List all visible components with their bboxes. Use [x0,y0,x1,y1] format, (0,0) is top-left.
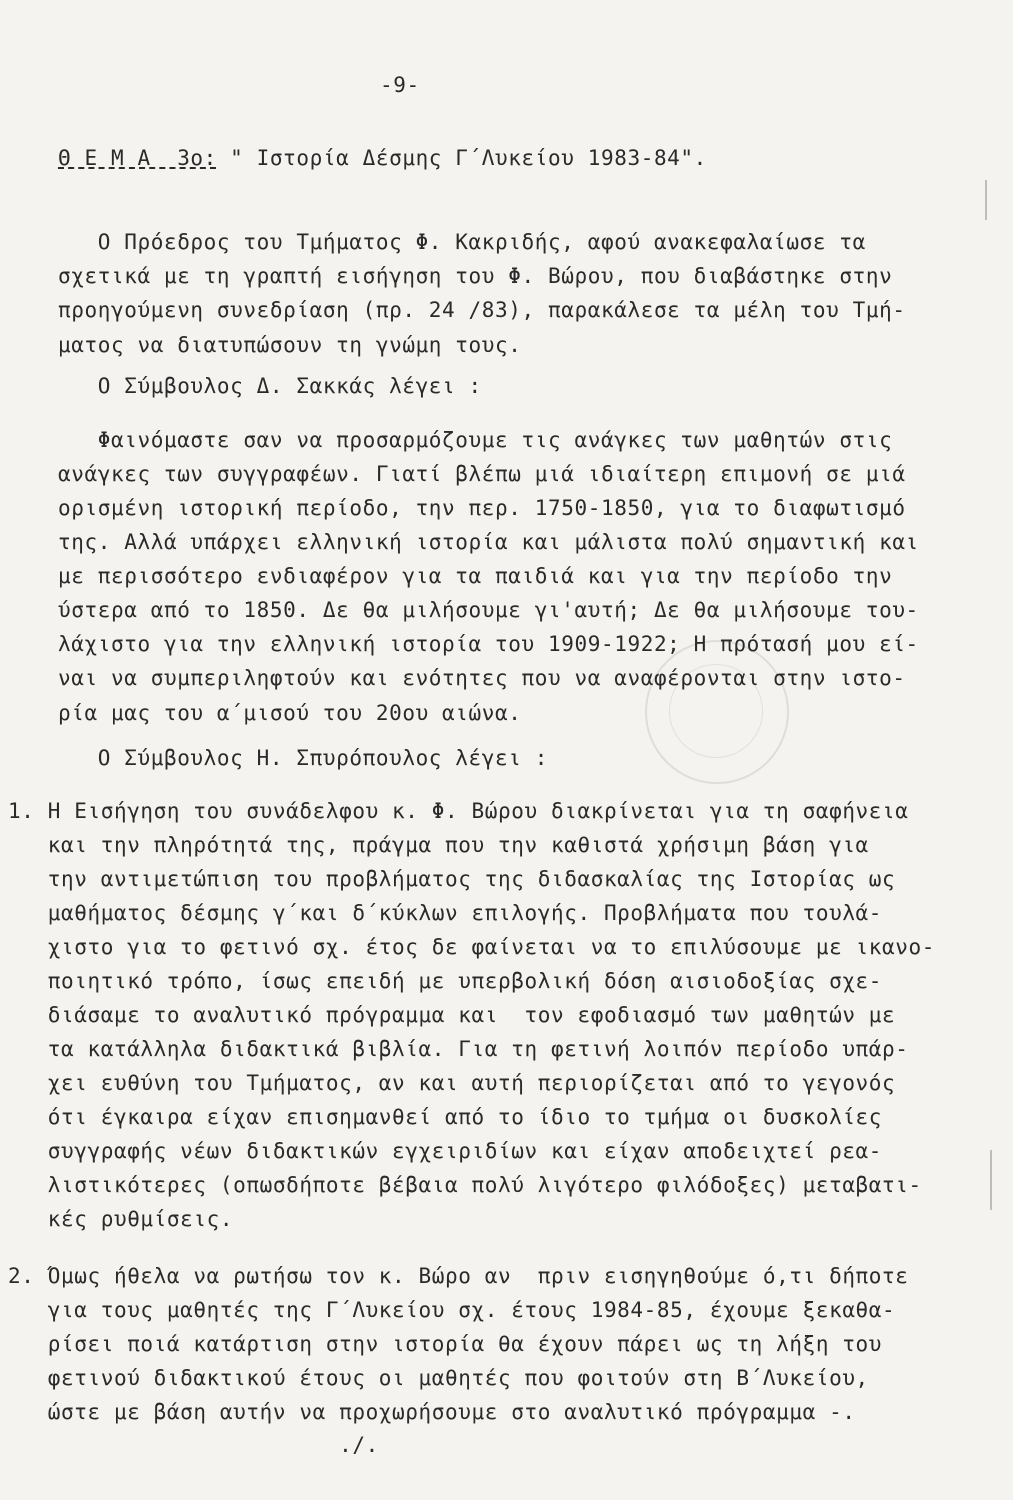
text-line: τα κατάλληλα διδακτικά βιβλία. Για τη φετινή λοιπόν περίοδο υπάρ- [8,1037,909,1061]
text-line: 1. Η Εισήγηση του συνάδελφου κ. Φ. Βώρου διακρίνεται για τη σαφήνεια [8,799,909,823]
text-line: ναι να συμπεριληφτούν και ενότητες που να αναφέρονται στην ιστο- [58,666,906,690]
text-line: ποιητικό τρόπο, ίσως επειδή με υπερβολική δόση αισιοδοξίας σχε- [8,969,883,993]
text-line: κές ρυθμίσεις. [8,1207,234,1231]
text-line: ύστερα από το 1850. Δε θα μιλήσουμε γι'αυτή; Δε θα μιλήσουμε του- [58,598,919,622]
text-line: χιστο για το φετινό σχ. έτος δε φαίνεται να το επιλύσουμε με ικανο- [8,935,936,959]
text-line: και την πληρότητά της, πράγμα που την καθιστά χρήσιμη βάση για [8,833,869,857]
text-line: Φαινόμαστε σαν να προσαρμόζουμε τις ανάγκες των μαθητών στις [58,428,893,452]
text-line: φετινού διδακτικού έτους οι μαθητές που φοιτούν στη Β΄Λυκείου, [8,1366,869,1390]
text-line: ρίσει ποιά κατάρτιση στην ιστορία θα έχουν πάρει ως τη λήξη του [8,1332,883,1356]
text-line: σχετικά με τη γραπτή εισήγηση του Φ. Βώρου, που διαβάστηκε στην [58,264,893,288]
text-line: χει ευθύνη του Τμήματος, αν και αυτή περιορίζεται από το γεγονός [8,1071,896,1095]
text-line: συγγραφής νέων διδακτικών εγχειριδίων και είχαν αποδειχτεί ρεα- [8,1139,883,1163]
text-line: Ο Σύμβουλος Δ. Σακκάς λέγει : [58,374,482,398]
text-line: λάχιστο για την ελληνική ιστορία του 1909-1922; Η πρότασή μου εί- [58,632,919,656]
text-line: Ο Σύμβουλος Η. Σπυρόπουλος λέγει : [58,746,548,770]
text-line: της. Αλλά υπάρχει ελληνική ιστορία και μάλιστα πολύ σημαντική και [58,530,919,554]
text-line: ανάγκες των συγγραφέων. Γιατί βλέπω μιά ιδιαίτερη επιμονή σε μιά [58,462,906,486]
text-line: ώστε με βάση αυτήν να προχωρήσουμε στο αναλυτικό πρόγραμμα -. [8,1400,856,1424]
theme-label: Θ Ε Μ Α 3ο: [58,146,217,170]
text-line: με περισσότερο ενδιαφέρον για τα παιδιά και για την περίοδο την [58,564,893,588]
theme-heading [58,145,707,171]
text-line: ./. [8,1433,379,1457]
text-line: ορισμένη ιστορική περίοδο, την περ. 1750-1850, για το διαφωτισμό [58,496,906,520]
text-line: ότι έγκαιρα είχαν επισημανθεί από το ίδιο το τμήμα οι δυσκολίες [8,1105,883,1129]
text-line: μαθήματος δέσμης γ΄και δ΄κύκλων επιλογής. Προβλήματα που τουλά- [8,901,883,925]
theme-title: " Ιστορία Δέσμης Γ΄Λυκείου 1983-84". [216,146,707,170]
text-line: για τους μαθητές της Γ΄Λυκείου σχ. έτους 1984-85, έχουμε ξεκαθα- [8,1298,896,1322]
text-line: 2. Όμως ήθελα να ρωτήσω τον κ. Βώρο αν πριν εισηγηθούμε ό,τι δήποτε [8,1264,909,1288]
text-line: Ο Πρόεδρος του Τμήματος Φ. Κακριδής, αφού ανακεφαλαίωσε τα [58,230,866,254]
stamp-seal [645,640,789,784]
margin-mark [985,180,987,220]
text-line: την αντιμετώπιση του προβλήματος της διδασκαλίας της Ιστορίας ως [8,867,896,891]
page-number: -9- [380,73,420,97]
text-line: ρία μας του α΄μισού του 20ου αιώνα. [58,701,522,725]
text-line: λιστικότερες (οπωσδήποτε βέβαια πολύ λιγότερο φιλόδοξες) μεταβατι- [8,1173,922,1197]
text-line: διάσαμε το αναλυτικό πρόγραμμα και τον εφοδιασμό των μαθητών με [8,1003,896,1027]
text-line: ματος να διατυπώσουν τη γνώμη τους. [58,333,522,357]
text-line: προηγούμενη συνεδρίαση (πρ. 24 /83), παρακάλεσε τα μέλη του Τμή- [58,298,906,322]
margin-mark [990,1150,992,1210]
